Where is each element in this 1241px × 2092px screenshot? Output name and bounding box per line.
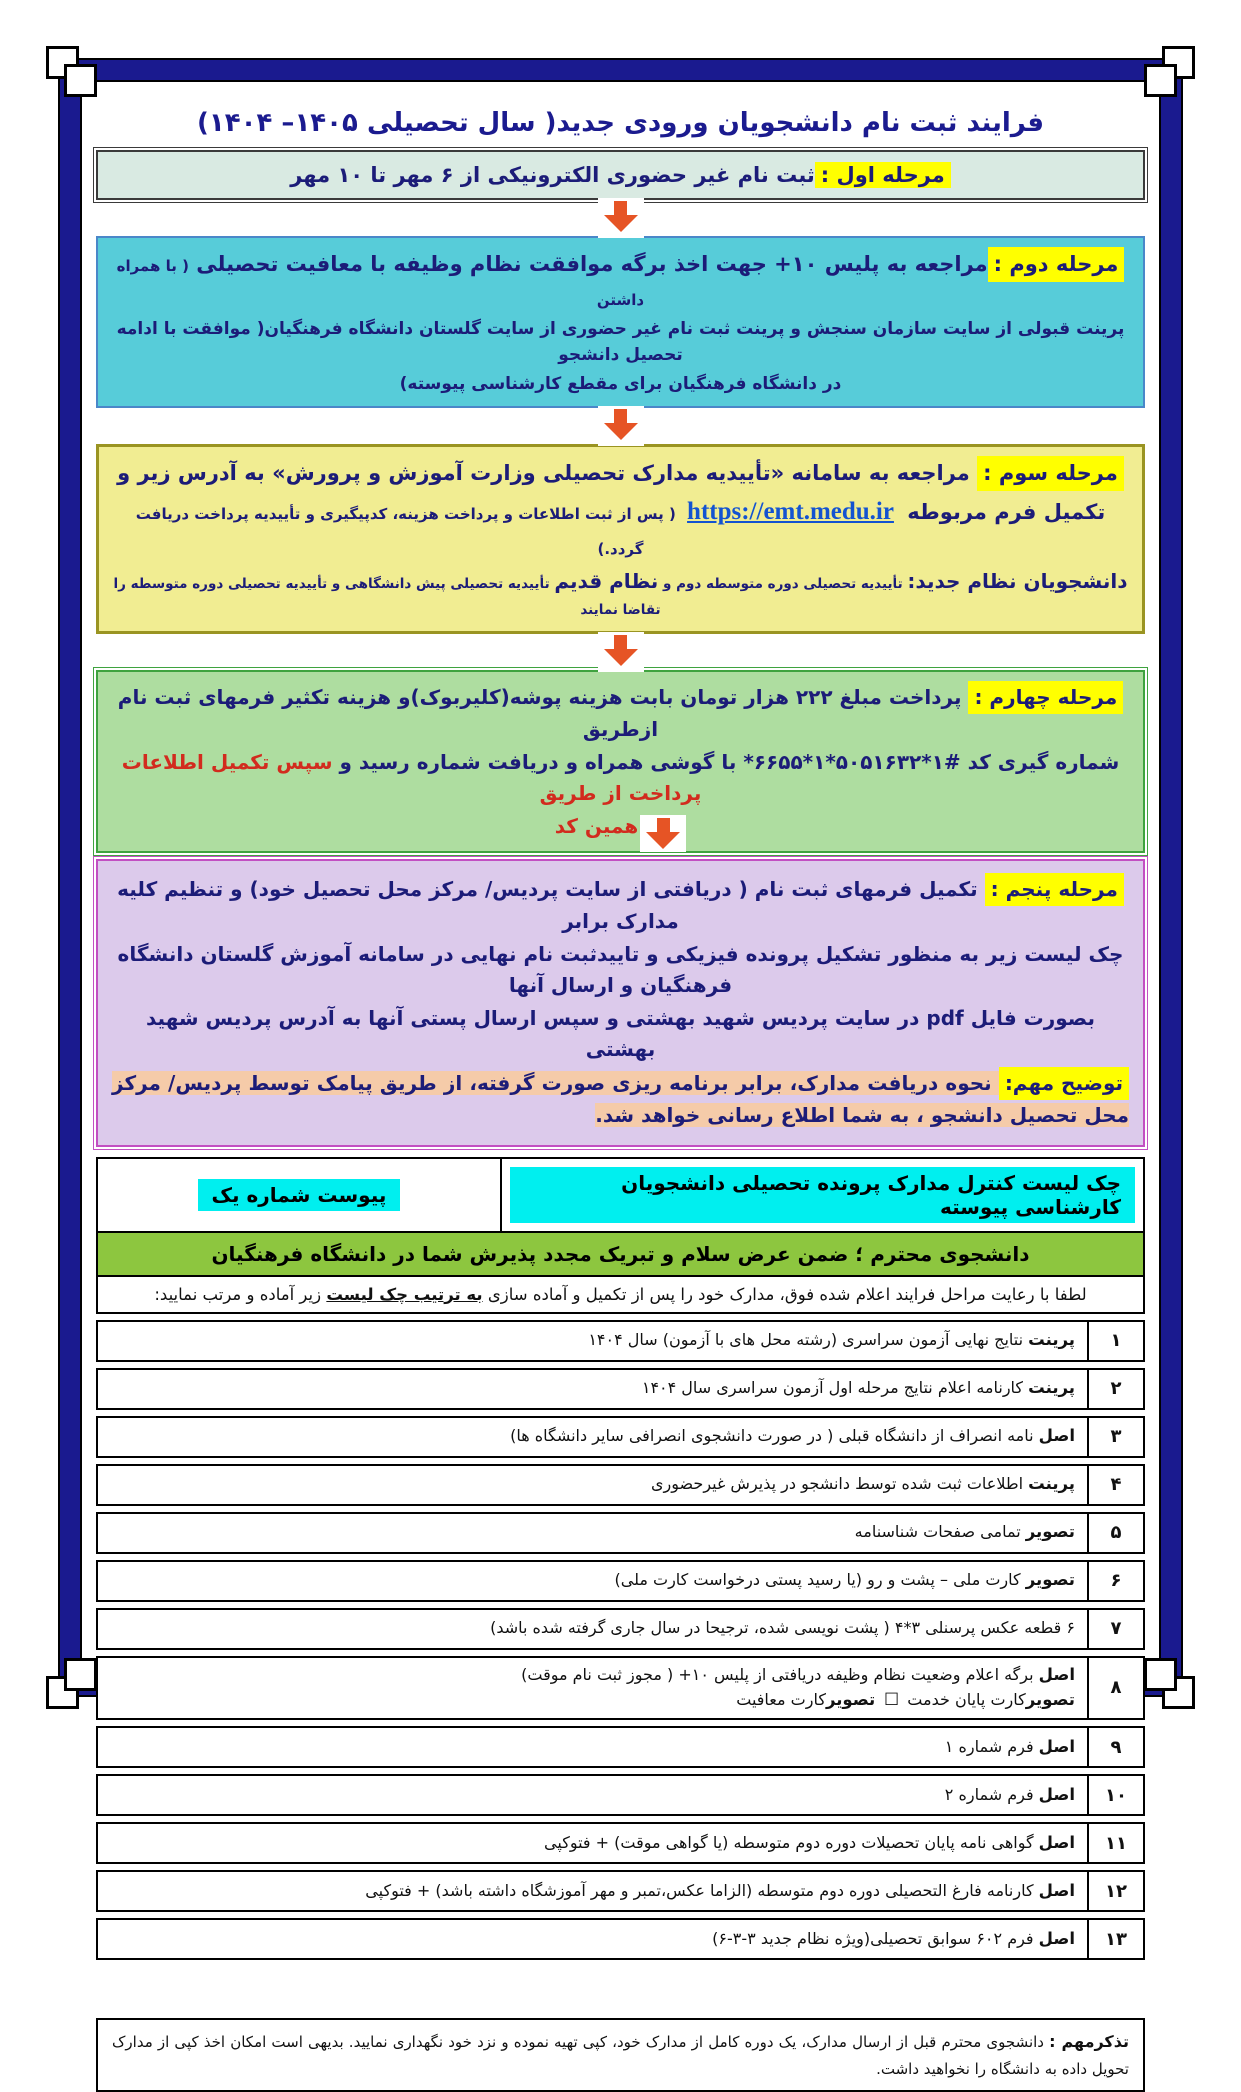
- checklist-row: [96, 1512, 1145, 1554]
- corner-ornament: [1144, 1658, 1177, 1691]
- instruction-post: زیر آماده و مرتب نمایید:: [154, 1284, 327, 1304]
- checklist-row: [96, 1608, 1145, 1650]
- row-number: ۵: [1087, 1514, 1143, 1552]
- important-note: [112, 1067, 1129, 1131]
- footer-note-text: دانشجوی محترم قبل از ارسال مدارک، یک دوره کامل از مدارک خود، کپی تهیه نموده و نزد خود نگهداری نمایید. بدیهی است امکان اخذ کپی از مدارک تحویل داده به دانشگاه را نخواهید داشت.: [112, 2033, 1129, 2079]
- stage3-line2-pre: تکمیل فرم مربوطه: [899, 499, 1106, 524]
- stage2-line3: در دانشگاه فرهنگیان برای مقطع کارشناسی پیوسته): [399, 373, 842, 394]
- arrow-row: [96, 406, 1145, 446]
- greeting-row: دانشجوی محترم ؛ ضمن عرض سلام و تبریک مجدد پذیرش شما در دانشگاه فرهنگیان: [98, 1231, 1143, 1275]
- checklist-row: [96, 1320, 1145, 1362]
- stage4-line2-pre: شماره گیری کد: [960, 749, 1120, 774]
- stage3-line3-text2: تأییدیه تحصیلی پیش دانشگاهی و تأییدیه تحصیلی دوره متوسطه را تقاضا نمایند: [113, 575, 661, 618]
- stage4-line1: پرداخت مبلغ ۲۲۲ هزار تومان بابت هزینه پوشه(کلیربوک)و هزینه تکثیر فرمهای ثبت نام ازطریق: [117, 684, 969, 741]
- checklist-row: [96, 1560, 1145, 1602]
- down-arrow-icon: [598, 632, 644, 672]
- checklist-row: [96, 1918, 1145, 1960]
- ussd-code: *۶۶۵۵*۱*۵۰۵۱۶۳۲*۱#: [743, 749, 961, 774]
- stage4-line2-mid: با گوشی همراه و دریافت شماره رسید و: [332, 749, 744, 774]
- row-number: ۳: [1087, 1418, 1143, 1456]
- row-number: ۸: [1087, 1658, 1143, 1718]
- checklist-header-row: [98, 1159, 1143, 1231]
- instruction-bold: به ترتیب چک لیست: [326, 1284, 483, 1304]
- row-text: اصل نامه انصراف از دانشگاه قبلی ( در صورت دانشجوی انصرافی سایر دانشگاه ها): [510, 1426, 1075, 1446]
- corner-ornament: [1144, 64, 1177, 97]
- row-text: پرینت نتایج نهایی آزمون سراسری (رشته محل های با آزمون) سال ۱۴۰۴: [588, 1330, 1075, 1350]
- stage1-label: مرحله اول :: [815, 162, 951, 188]
- row-number: ۷: [1087, 1610, 1143, 1648]
- row-number: ۱۲: [1087, 1872, 1143, 1910]
- stage3-line3-text1: تأییدیه تحصیلی دوره متوسطه دوم و: [658, 575, 908, 592]
- stage3-line1: مراجعه به سامانه «تأییدیه مدارک تحصیلی وزارت آموزش و پرورش» به آدرس زیر و: [117, 461, 978, 486]
- row-number: ۱: [1087, 1322, 1143, 1360]
- footer-note: [96, 2018, 1145, 2092]
- stage2-box: [96, 236, 1145, 408]
- stage3-old-system-label: نظام قدیم: [554, 568, 659, 593]
- row-text: اصل برگه اعلام وضعیت نظام وظیفه دریافتی از پلیس ۱۰+ ( مجوز ثبت نام موقت) تصویرکارت پایان خدمت ☐ تصویرکارت معافیت: [521, 1664, 1075, 1710]
- checklist-row: [96, 1464, 1145, 1506]
- checklist-row: [96, 1870, 1145, 1912]
- row-text: اصل فرم شماره ۲: [944, 1784, 1075, 1804]
- checklist-row: [96, 1416, 1145, 1458]
- down-arrow-icon: [598, 406, 644, 446]
- stage3-new-system-label: دانشجویان نظام جدید:: [907, 568, 1128, 593]
- down-arrow-icon: [598, 198, 644, 238]
- checklist-row: [96, 1774, 1145, 1816]
- stage3-label: مرحله سوم :: [977, 456, 1124, 491]
- stage5-line2: چک لیست زیر به منظور تشکیل پرونده فیزیکی و تاییدثبت نام نهایی در سامانه آموزش گلستان دانشگاه فرهنگیان و ارسال آنها: [117, 941, 1124, 997]
- stage1-text: ثبت نام غیر حضوری الکترونیکی از ۶ مهر تا ۱۰ مهر: [290, 163, 815, 187]
- row-text: تصویر تمامی صفحات شناسنامه: [854, 1522, 1075, 1542]
- row-number: ۱۰: [1087, 1776, 1143, 1814]
- checklist-row: [96, 1368, 1145, 1410]
- row-number: ۱۳: [1087, 1920, 1143, 1958]
- stage2-line2: پرینت قبولی از سایت سازمان سنجش و پرینت ثبت نام غیر حضوری از سایت گلستان دانشگاه فرهنگیان( موافقت با ادامه تحصیل دانشجو: [116, 319, 1125, 366]
- row-text: اصل فرم ۶۰۲ سوابق تحصیلی(ویژه نظام جدید ۳-۳-۶): [712, 1928, 1075, 1948]
- checklist-table-header: [96, 1157, 1145, 1314]
- row-number: ۴: [1087, 1466, 1143, 1504]
- checklist-row: [96, 1726, 1145, 1768]
- stage4-label: مرحله چهارم :: [968, 681, 1123, 714]
- stage1-box: [96, 150, 1145, 200]
- page-title: فرایند ثبت نام دانشجویان ورودی جدید( سال تحصیلی ۱۴۰۵– ۱۴۰۴): [197, 108, 1044, 138]
- row-number: ۶: [1087, 1562, 1143, 1600]
- arrow-row: [96, 198, 1145, 238]
- stage4-line3-red: همین کد: [554, 813, 639, 838]
- row-number: ۹: [1087, 1728, 1143, 1766]
- arrow-row: [96, 632, 1145, 672]
- page-content: [96, 96, 1145, 2092]
- checklist-title: چک لیست کنترل مدارک پرونده تحصیلی دانشجویان کارشناسی پیوسته: [510, 1167, 1135, 1223]
- stage5-label: مرحله پنجم :: [985, 873, 1124, 906]
- stage2-label: مرحله دوم :: [988, 247, 1125, 282]
- attachment-cell: [98, 1159, 500, 1231]
- emt-medu-link[interactable]: https://emt.medu.ir: [687, 497, 894, 525]
- checklist-row: [96, 1822, 1145, 1864]
- footer-note-label: تذکرمهم :: [1049, 2032, 1129, 2052]
- row-text: اصل گواهی نامه پایان تحصیلات دوره دوم متوسطه (یا گواهی موقت) + فتوکپی: [544, 1832, 1075, 1852]
- down-arrow-icon: [640, 815, 686, 852]
- corner-ornament: [64, 1658, 97, 1691]
- stage4-box: [96, 670, 1145, 853]
- row-text: ۶ قطعه عکس پرسنلی ۳*۴ ( پشت نویسی شده، ترجیحا در سال جاری گرفته شده باشد): [490, 1618, 1075, 1638]
- attachment-label: پیوست شماره یک: [198, 1179, 401, 1211]
- instruction-row: [98, 1275, 1143, 1312]
- row-number: ۲: [1087, 1370, 1143, 1408]
- checkbox-icon: ☐: [883, 1689, 900, 1710]
- stage5-line1: تکمیل فرمهای ثبت نام ( دریافتی از سایت پردیس/ مرکز محل تحصیل خود) و تنظیم کلیه مدارک برابر: [117, 876, 985, 933]
- stage3-box: [96, 444, 1145, 634]
- stage5-box: [96, 859, 1145, 1147]
- instruction-pre: لطفا با رعایت مراحل فرایند اعلام شده فوق، مدارک خود را پس از تکمیل و آماده سازی: [482, 1284, 1087, 1304]
- stage2-line1: مراجعه به پلیس ۱۰+ جهت اخذ برگه موافقت نظام وظیفه با معافیت تحصیلی: [188, 252, 988, 276]
- corner-ornament: [64, 64, 97, 97]
- stage5-line3: بصورت فایل pdf در سایت پردیس شهید بهشتی و سپس ارسال پستی آنها به آدرس پردیس شهید بهشتی: [146, 1005, 1095, 1061]
- row-text: اصل فرم شماره ۱: [944, 1736, 1075, 1756]
- stage4-line2-red: سپس تکمیل اطلاعات پرداخت از طریق: [121, 749, 702, 805]
- important-note-text: نحوه دریافت مدارک، برابر برنامه ریزی صورت گرفته، از طریق پیامک توسط پردیس/ مرکز محل تحصیل دانشجو ، به شما اطلاع رسانی خواهد شد.: [112, 1070, 1129, 1127]
- row-text: پرینت اطلاعات ثبت شده توسط دانشجو در پذیرش غیرحضوری: [651, 1474, 1075, 1494]
- checklist-row: [96, 1656, 1145, 1720]
- stage2-line1-small: ( با همراه داشتن: [116, 257, 645, 309]
- important-note-label: توضیح مهم:: [999, 1067, 1129, 1100]
- row-number: ۱۱: [1087, 1824, 1143, 1862]
- stage3-line2-post: ( پس از ثبت اطلاعات و پرداخت هزینه، کدپیگیری و تأییدیه پرداخت دریافت گردد.): [135, 504, 682, 559]
- row-text: پرینت کارنامه اعلام نتایج مرحله اول آزمون سراسری سال ۱۴۰۴: [641, 1378, 1075, 1398]
- row-text: اصل کارنامه فارغ التحصیلی دوره دوم متوسطه (الزاما عکس،تمبر و مهر آموزشگاه داشته باشد) + فتوکپی: [365, 1880, 1075, 1900]
- row-text: تصویر کارت ملی – پشت و رو (یا رسید پستی درخواست کارت ملی): [614, 1570, 1075, 1590]
- checklist-title-cell: [500, 1159, 1143, 1231]
